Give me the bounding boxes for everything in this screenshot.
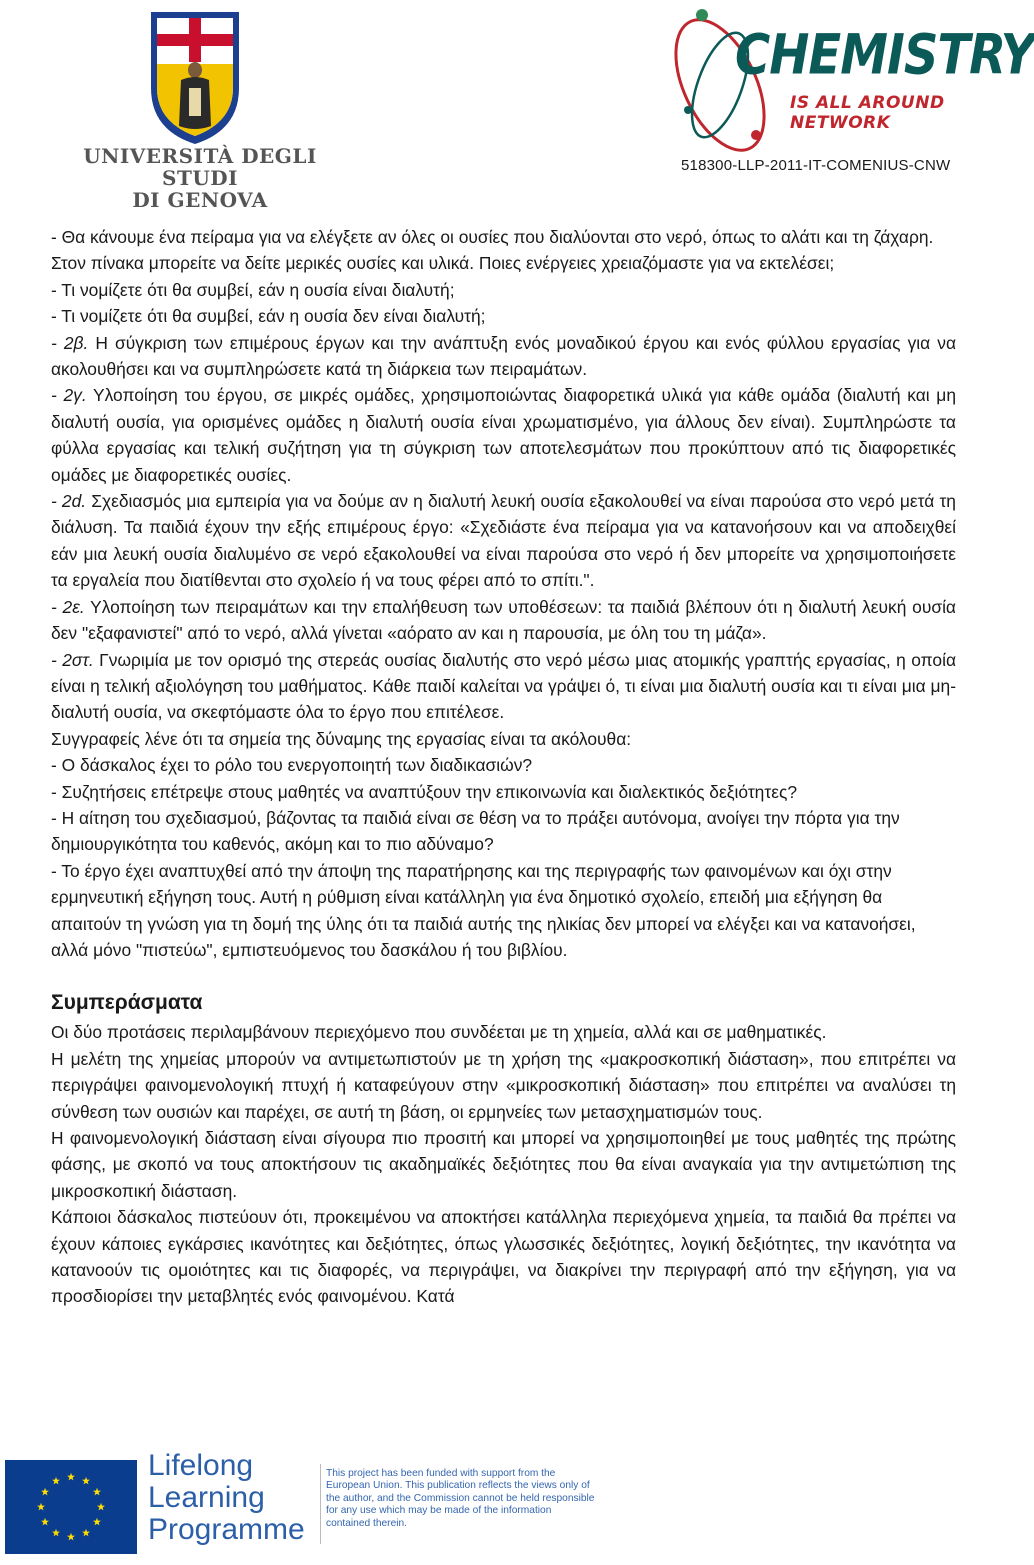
step-2d [51, 488, 956, 594]
university-shield-icon [147, 8, 243, 148]
university-name [50, 145, 350, 211]
step-label: - 2d. [51, 491, 87, 512]
programme-line3: Programme [148, 1513, 305, 1546]
network-logo [680, 5, 1034, 155]
step-label: - 2ε. [51, 596, 85, 617]
strength-item: - Συζητήσεις επέτρεψε στους μαθητές να αναπτύξουν την επικοινωνία και διαλεκτικός δεξιότητες? [51, 781, 798, 802]
eu-flag-icon [5, 1460, 137, 1554]
step-text: Γνωριμία με τον ορισμό της στερεάς ουσίας διαλυτής στο νερό μέσω μιας ατομικής γραπτής εργασίας, η οποία είναι η τελική αξιολόγηση του μαθήματος. Κάθε παιδί καλείται να γράψει ό, τι είναι μια διαλυτή ουσία και τι είναι μια μη-διαλυτή ουσία, να σκεφτόμαστε όλα το έργο που επιτέλεσε. [51, 649, 956, 723]
programme-name [148, 1450, 305, 1546]
conclusion-paragraph: Η μελέτη της χημείας μπορούν να αντιμετωπιστούν με τη χρήση της «μακροσκοπική διάσταση», που επιτρέπει να περιγράψει φαινομενολογική πτυχή ή καταφεύγουν στην «μικροσκοπική διάσταση» που επιτρέπει να αναλύσει τη σύνθεση των ουσιών και παρέχει, σε αυτή τη βάση, οι ερμηνείες των μετασχηματισμών τους. [51, 1048, 956, 1122]
university-name-line1: UNIVERSITÀ DEGLI STUDI [83, 144, 317, 190]
eu-disclaimer: This project has been funded with support from the European Union. This publication reflects the views only of the author, and the Commission cannot be held responsible for any use which may be made of the information contained therein. [326, 1468, 595, 1529]
university-logo [50, 5, 350, 212]
step-text: Υλοποίηση του έργου, σε μικρές ομάδες, χρησιμοποιώντας διαφορετικά υλικά για κάθε ομάδα (διαλυτή και μη διαλυτή ουσία, για ορισμένες ομάδες η διαλυτή ουσία είναι χρωματισμένο, για άλλους δεν είναι). Συμπληρώστε τα φύλλα εργασίας και τελική συζήτηση για τη σύγκριση των αποτελεσμάτων που προκύπτουν από τις διαφορετικές ομάδες με διαφορετικές ουσίες. [51, 385, 956, 485]
conclusions-heading: Συμπεράσματα [51, 991, 203, 1015]
step-2f [51, 647, 956, 726]
conclusion-paragraph: Η φαινομενολογική διάσταση είναι σίγουρα πιο προσιτή και μπορεί να χρησιμοποιηθεί με τους μαθητές της πρώτης φάσης, με σκοπό να τους αποκτήσουν τις ακαδημαϊκές δεξιότητες που θα είναι αναγκαία για την αντιμετώπιση της μικροσκοπική διάσταση. [51, 1128, 956, 1201]
document-body [51, 224, 956, 1310]
body-paragraph: - Τι νομίζετε ότι θα συμβεί, εάν η ουσία είναι διαλυτή; [51, 279, 455, 300]
step-text: Υλοποίηση των πειραμάτων και την επαλήθευση των υποθέσεων: τα παιδιά βλέπουν ότι η διαλυτή λευκή ουσία δεν "εξαφανιστεί" από το νερό, αλλά γίνεται «αόρατο αν και η παρουσία, με όλη του τη μάζα». [51, 596, 956, 644]
body-paragraph: - Θα κάνουμε ένα πείραμα για να ελέγξετε αν όλες οι ουσίες που διαλύονται στο νερό, όπως το αλάτι και τη ζάχαρη. Στον πίνακα μπορείτε να δείτε μερικές ουσίες και υλικά. Ποιες ενέργειες χρειαζόμαστε για να εκτελέσει; [51, 227, 934, 274]
page-header [0, 0, 1034, 212]
network-name: CHEMISTRY [735, 23, 1034, 88]
strength-item: - Η αίτηση του σχεδιασμού, βάζοντας τα παιδιά είναι σε θέση να το πράξει αυτόνομα, ανοίγει την πόρτα για την δημιουργικότητα του καθενός, ακόμη και το πιο αδύναμο? [51, 807, 900, 855]
programme-line1: Lifelong [148, 1449, 254, 1482]
step-label: - 2γ. [51, 385, 87, 406]
step-label: - 2στ. [51, 649, 94, 670]
step-2b [51, 330, 956, 383]
university-name-line2: DI GENOVA [132, 188, 268, 212]
body-paragraph: - Τι νομίζετε ότι θα συμβεί, εάν η ουσία δεν είναι διαλυτή; [51, 306, 486, 327]
step-2c [51, 382, 956, 488]
project-code: 518300-LLP-2011-IT-COMENIUS-CNW [681, 157, 951, 174]
conclusion-paragraph: Κάποιοι δάσκαλος πιστεύουν ότι, προκειμένου να αποκτήσει κατάλληλα περιεχόμενα χημεία, τα παιδιά θα πρέπει να έχουν κάποιες εγκάρσιες ικανότητες και δεξιότητες, όπως γλωσσικές δεξιότητες, λογική δεξιότητες, την ικανότητα να κατανοούν τις ομοιότητες και τις διαφορές, να περιγράψει, να διακρίνει την περιγραφή από την εξήγηση, για να προσδιορίσει την μεταβλητές ενός φαινομένου. Κατά [51, 1207, 956, 1307]
programme-line2: Learning [148, 1481, 265, 1514]
step-text: Η σύγκριση των επιμέρους έργων και την ανάπτυξη ενός μοναδικού έργου και ενός φύλλου εργασίας για να ακολουθήσει και να συμπληρώσετε κατά τη διάρκεια των πειραμάτων. [51, 332, 957, 380]
step-2e [51, 594, 956, 647]
page-footer [0, 1440, 960, 1565]
step-text: Σχεδιασμός μια εμπειρία για να δούμε αν η διαλυτή λευκή ουσία εξακολουθεί να είναι παρούσα στο νερό μετά τη διάλυση. Τα παιδιά έχουν την εξής επιμέρους έργο: «Σχεδιάστε ένα πείραμα για να κατανοήσουν και να αποδειχθεί εάν μια λευκή ουσία διαλυμένο σε νερό εξακολουθεί να είναι παρούσα στο νερό ή δεν μπορείτε να χρησιμοποιήσετε τα εργαλεία που διατίθενται στο σχολείο ή να τους φέρει από το σπίτι.". [51, 491, 956, 591]
step-label: - 2β. [51, 332, 89, 353]
footer-divider [320, 1464, 321, 1544]
network-tagline: IS ALL AROUND NETWORK [790, 93, 945, 133]
conclusion-paragraph: Οι δύο προτάσεις περιλαμβάνουν περιεχόμενο που συνδέεται με τη χημεία, αλλά και σε μαθηματικές. [51, 1022, 827, 1043]
strength-item: - Ο δάσκαλος έχει το ρόλο του ενεργοποιητή των διαδικασιών? [51, 755, 533, 776]
strengths-intro: Συγγραφείς λένε ότι τα σημεία της δύναμης της εργασίας είναι τα ακόλουθα: [51, 728, 632, 749]
strength-item: - Το έργο έχει αναπτυχθεί από την άποψη της παρατήρησης και της περιγραφής των φαινομένων και όχι στην ερμηνευτική εξήγηση τους. Αυτή η ρύθμιση είναι κατάλληλη για ένα δημοτικό σχολείο, επειδή μια εξήγηση θα απαιτούν τη γνώση για τη δομή της ύλης ότι τα παιδιά αυτής της ηλικίας δεν μπορεί να ελέγξει και να κατανοήσει, αλλά μόνο "πιστεύω", εμπιστευόμενος του δασκάλου ή του βιβλίου. [51, 860, 916, 960]
